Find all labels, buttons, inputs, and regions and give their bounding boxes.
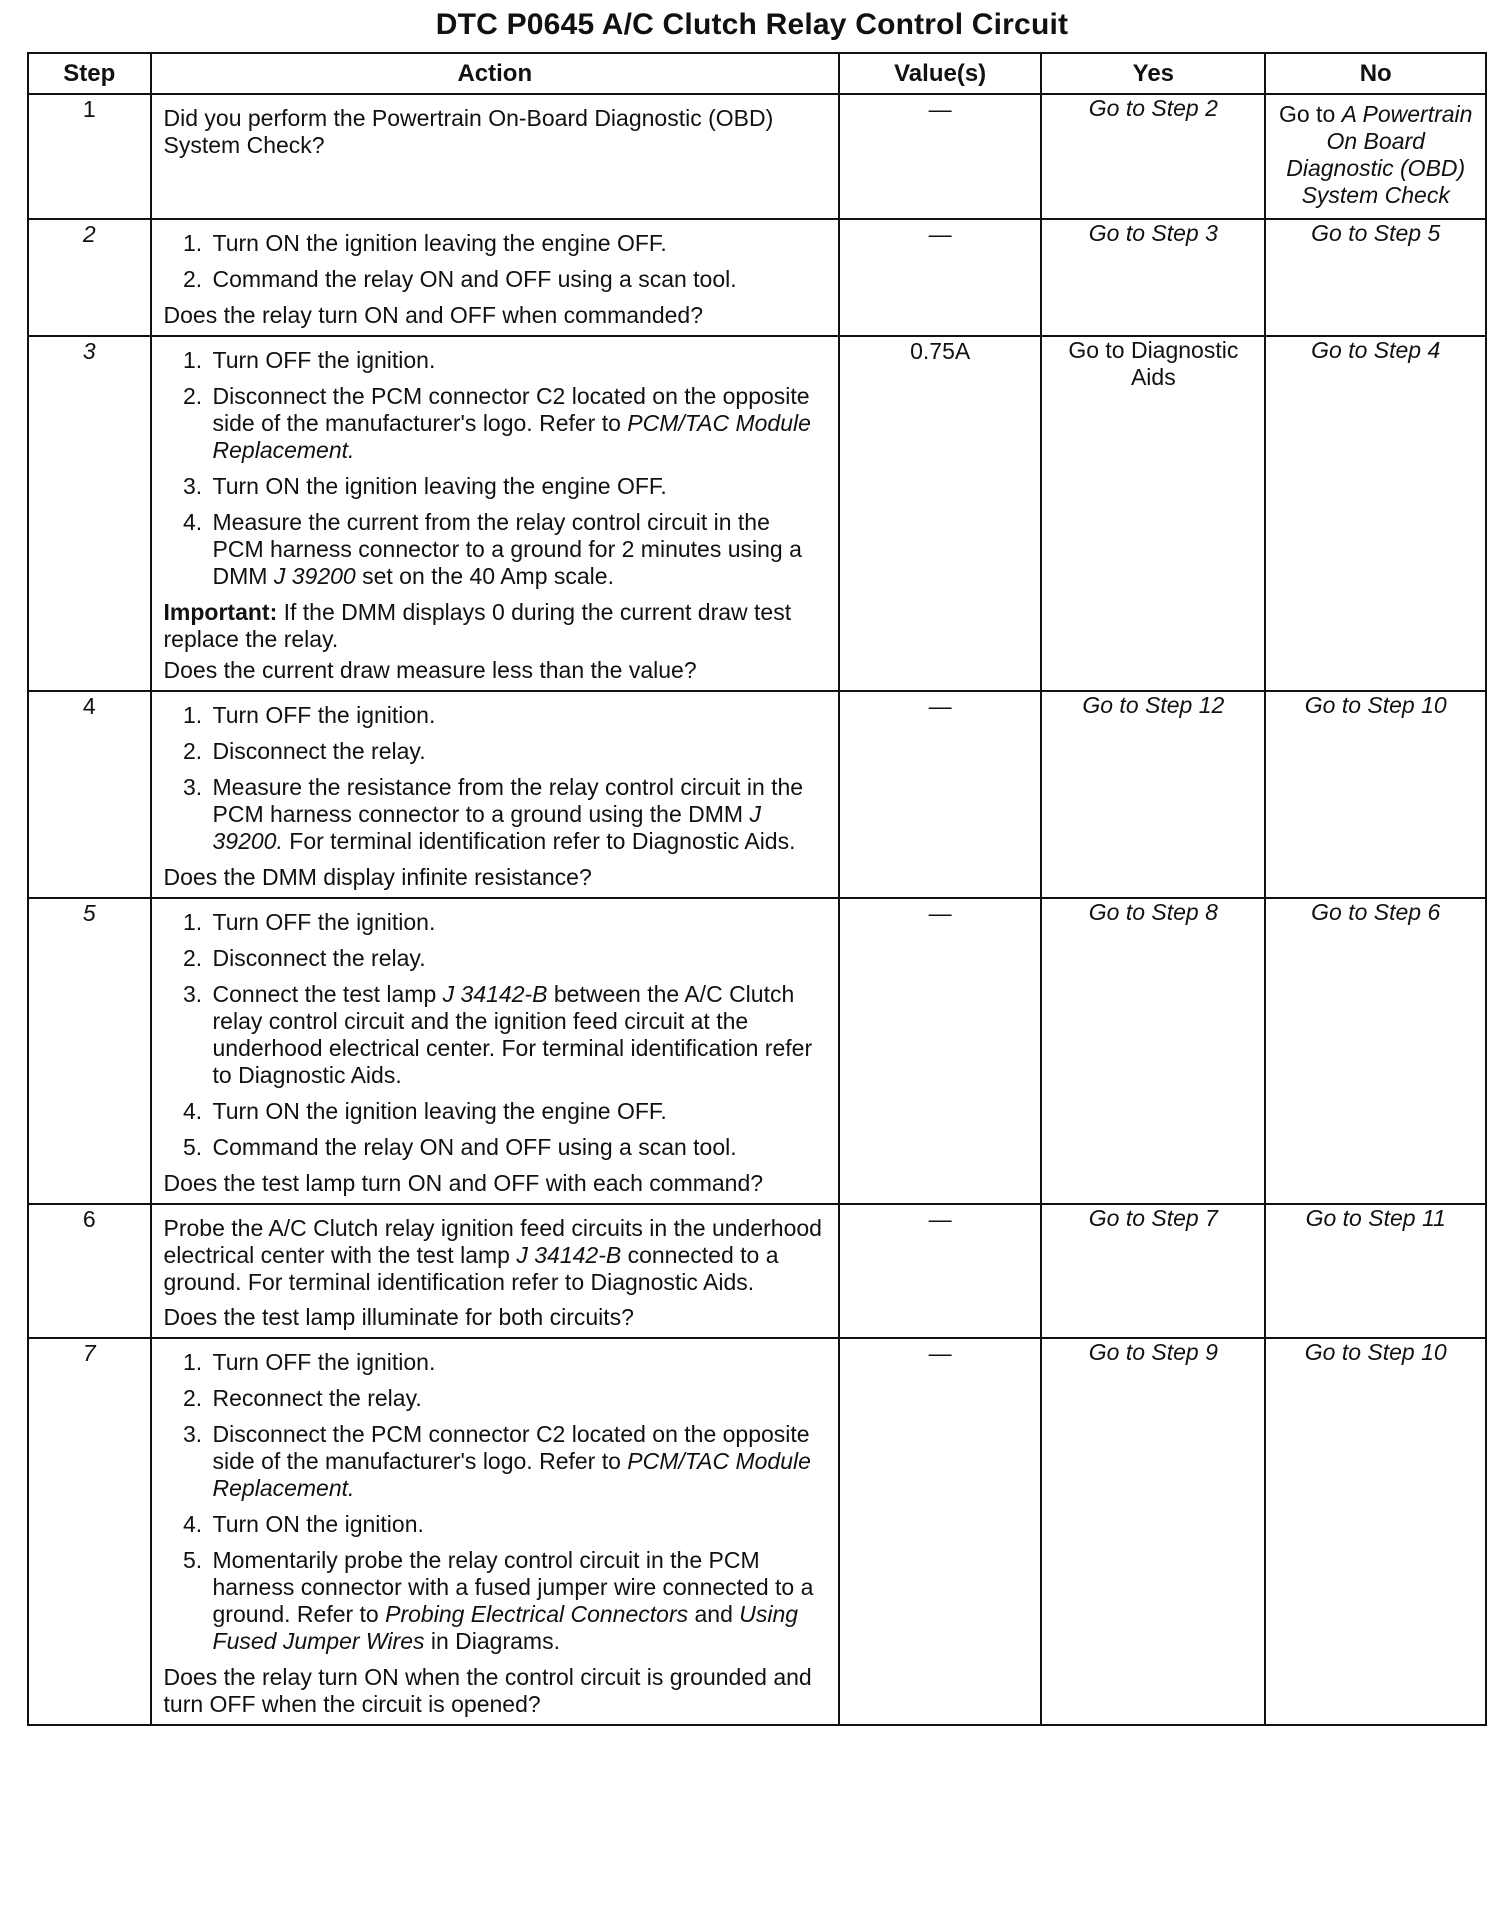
important-label: Important: — [163, 599, 278, 625]
item-text: Disconnect the PCM connector C2 located on the opposite side of the manufacturer's logo. Refer to — [212, 1421, 810, 1474]
reference-link: PCM/TAC Module Replacement. — [212, 1448, 811, 1501]
step-number: 4 — [28, 691, 151, 898]
value-cell: — — [839, 691, 1041, 898]
list-item: 2. Disconnect the relay. — [209, 945, 827, 972]
header-row — [28, 53, 1486, 94]
yes-cell: Go to Step 12 — [1041, 691, 1265, 898]
list-item: 3. Turn ON the ignition leaving the engine OFF. — [209, 473, 827, 500]
header-no: No — [1265, 53, 1486, 94]
list-item — [209, 774, 827, 855]
list-item: 2. Disconnect the relay. — [209, 738, 827, 765]
action-cell — [151, 336, 840, 691]
important-text: If the DMM displays 0 during the current draw test replace the relay. — [163, 599, 792, 652]
diagnostic-table — [27, 52, 1487, 1726]
item-text: Disconnect the PCM connector C2 located on the opposite side of the manufacturer's logo. Refer to — [212, 383, 810, 436]
important-note — [164, 599, 827, 653]
value-cell: — — [839, 219, 1041, 336]
item-text: Measure the current from the relay control circuit in the PCM harness connector to a ground for 2 minutes using a DMM — [212, 509, 802, 589]
no-cell: Go to Step 11 — [1265, 1204, 1486, 1338]
reference-link: Using Fused Jumper Wires — [212, 1601, 799, 1654]
yes-cell: Go to Diagnostic Aids — [1041, 336, 1265, 691]
value-cell: — — [839, 94, 1041, 219]
table-row — [28, 691, 1486, 898]
action-list — [164, 1349, 827, 1655]
header-action: Action — [151, 53, 840, 94]
item-text: connected to a ground. For terminal identification refer to Diagnostic Aids. — [163, 1242, 779, 1295]
value-cell: — — [839, 1338, 1041, 1725]
list-item: 1. Turn OFF the ignition. — [209, 347, 827, 374]
list-item — [209, 509, 827, 590]
action-list — [164, 702, 827, 855]
action-list — [164, 909, 827, 1161]
no-cell — [1265, 94, 1486, 219]
list-item: 1. Turn OFF the ignition. — [209, 702, 827, 729]
step-number: 2 — [28, 219, 151, 336]
table-row — [28, 898, 1486, 1204]
list-item: 4. Turn ON the ignition leaving the engine OFF. — [209, 1098, 827, 1125]
tool-reference: J 34142-B — [516, 1242, 622, 1268]
tool-reference: J 34142-B — [442, 981, 548, 1007]
question-text: Does the relay turn ON and OFF when commanded? — [163, 302, 703, 328]
action-list — [164, 230, 827, 293]
yes-cell: Go to Step 2 — [1041, 94, 1265, 219]
list-item: 4. Turn ON the ignition. — [209, 1511, 827, 1538]
tool-reference: J 39200 — [273, 563, 356, 589]
step-number: 6 — [28, 1204, 151, 1338]
action-text: Did you perform the Powertrain On-Board Diagnostic (OBD) System Check? — [163, 105, 774, 158]
no-cell: Go to Step 4 — [1265, 336, 1486, 691]
header-values: Value(s) — [839, 53, 1041, 94]
no-cell: Go to Step 10 — [1265, 1338, 1486, 1725]
yes-cell: Go to Step 9 — [1041, 1338, 1265, 1725]
list-item: 2. Command the relay ON and OFF using a scan tool. — [209, 266, 827, 293]
step-number: 7 — [28, 1338, 151, 1725]
list-item — [209, 981, 827, 1089]
no-prefix: Go to — [1278, 101, 1342, 127]
question-text: Does the current draw measure less than the value? — [163, 657, 697, 683]
list-item: 1. Turn ON the ignition leaving the engine OFF. — [209, 230, 827, 257]
table-row — [28, 1338, 1486, 1725]
table-row — [28, 1204, 1486, 1338]
item-text: Measure the resistance from the relay control circuit in the PCM harness connector to a ground using the DMM — [212, 774, 804, 827]
item-text: set on the 40 Amp scale. — [362, 563, 614, 589]
yes-cell: Go to Step 3 — [1041, 219, 1265, 336]
action-cell — [151, 898, 840, 1204]
no-reference: A Powertrain On Board Diagnostic (OBD) System Check — [1286, 101, 1473, 208]
item-text: between the A/C Clutch relay control circuit and the ignition feed circuit at the underhood electrical center. For terminal identification refer to Diagnostic Aids. — [212, 981, 813, 1088]
page-title: DTC P0645 A/C Clutch Relay Control Circuit — [435, 8, 1069, 41]
table-row — [28, 336, 1486, 691]
list-item: 5. Command the relay ON and OFF using a scan tool. — [209, 1134, 827, 1161]
step-number: 1 — [28, 94, 151, 219]
item-text: Connect the test lamp — [212, 981, 437, 1007]
action-cell — [151, 1204, 840, 1338]
item-text: and — [694, 1601, 733, 1627]
step-number: 3 — [28, 336, 151, 691]
step-number: 5 — [28, 898, 151, 1204]
yes-cell: Go to Step 7 — [1041, 1204, 1265, 1338]
reference-link: PCM/TAC Module Replacement. — [212, 410, 811, 463]
question-text: Does the relay turn ON when the control circuit is grounded and turn OFF when the circuit is opened? — [163, 1664, 812, 1717]
no-cell: Go to Step 5 — [1265, 219, 1486, 336]
action-cell — [151, 94, 840, 219]
question-text: Does the test lamp turn ON and OFF with each command? — [163, 1170, 764, 1196]
item-text: Momentarily probe the relay control circuit in the PCM harness connector with a fused jumper wire connected to a ground. Refer to — [212, 1547, 814, 1627]
action-cell — [151, 1338, 840, 1725]
list-item: 2. Reconnect the relay. — [209, 1385, 827, 1412]
value-cell: — — [839, 1204, 1041, 1338]
no-cell: Go to Step 10 — [1265, 691, 1486, 898]
value-cell: 0.75A — [839, 336, 1041, 691]
value-cell: — — [839, 898, 1041, 1204]
table-row — [28, 219, 1486, 336]
item-text: in Diagrams. — [430, 1628, 560, 1654]
question-text: Does the DMM display infinite resistance? — [163, 864, 592, 890]
list-item — [209, 1547, 827, 1655]
question-text: Does the test lamp illuminate for both circuits? — [163, 1304, 634, 1330]
yes-cell: Go to Step 8 — [1041, 898, 1265, 1204]
list-item: 1. Turn OFF the ignition. — [209, 909, 827, 936]
item-text: For terminal identification refer to Diagnostic Aids. — [289, 828, 796, 854]
action-cell — [151, 219, 840, 336]
no-cell: Go to Step 6 — [1265, 898, 1486, 1204]
table-row — [28, 94, 1486, 219]
action-cell — [151, 691, 840, 898]
list-item — [209, 1421, 827, 1502]
tool-reference: J 39200. — [212, 801, 761, 854]
item-text: Probe the A/C Clutch relay ignition feed circuits in the underhood electrical center with the test lamp — [163, 1215, 822, 1268]
header-step: Step — [28, 53, 151, 94]
header-yes: Yes — [1041, 53, 1265, 94]
list-item — [209, 383, 827, 464]
action-list — [164, 347, 827, 590]
list-item: 1. Turn OFF the ignition. — [209, 1349, 827, 1376]
action-text — [164, 1215, 827, 1296]
reference-link: Probing Electrical Connectors — [385, 1601, 689, 1627]
